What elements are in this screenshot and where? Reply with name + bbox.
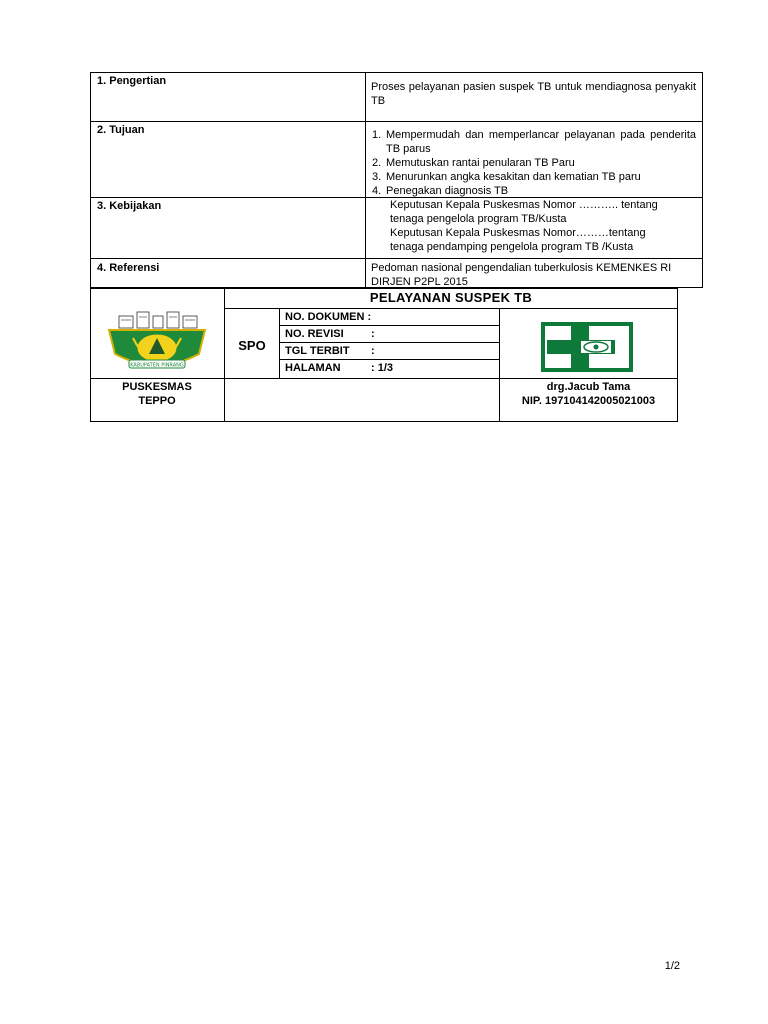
field-divider: [279, 342, 499, 343]
table-divider: [365, 72, 366, 288]
row-label-pengertian: 1. Pengertian: [97, 75, 167, 87]
kebijakan-text: [390, 198, 700, 254]
field-no-dokumen: NO. DOKUMEN :: [285, 311, 372, 323]
org-line-1: PUSKESMAS: [122, 381, 192, 393]
row-divider: [90, 258, 703, 259]
list-item: 3. Menurunkan angka kesakitan dan kematian TB paru: [372, 171, 641, 183]
field-halaman-value: : 1/3: [371, 362, 394, 374]
regency-crest-logo: [103, 310, 211, 374]
policy-line: Keputusan Kepala Puskesmas Nomor ……….. tentang: [390, 199, 658, 211]
list-item: 1. Mempermudah dan memperlancar pelayanan pada penderita TB parus: [372, 129, 696, 155]
row-label-referensi: 4. Referensi: [97, 262, 160, 274]
field-halaman: HALAMAN: [285, 362, 341, 374]
field-no-revisi-value: :: [371, 328, 375, 340]
field-divider: [279, 325, 499, 326]
policy-line: tenaga pengelola program TB/Kusta: [390, 213, 567, 225]
row-label-tujuan: 2. Tujuan: [97, 124, 145, 136]
signer-name: drg.Jacub Tama: [546, 381, 631, 393]
crest-banner-text: KABUPATEN PINRANG: [130, 362, 184, 369]
row-content-referensi: Pedoman nasional pengendalian tuberkulosis KEMENKES RI DIRJEN P2PL 2015: [371, 262, 672, 288]
document-title: PELAYANAN SUSPEK TB: [369, 290, 533, 305]
box-divider: [279, 308, 280, 379]
field-tgl-terbit: TGL TERBIT: [285, 345, 350, 357]
box-divider: [90, 378, 678, 379]
field-tgl-terbit-value: :: [371, 345, 375, 357]
list-item: 4. Penegakan diagnosis TB: [372, 185, 509, 197]
signer-nip: NIP. 197104142005021003: [521, 395, 656, 407]
row-divider: [90, 121, 703, 122]
org-line-2: TEPPO: [138, 395, 176, 407]
page-number: 1/2: [664, 960, 680, 972]
list-item: 2. Memutuskan rantai penularan TB Paru: [372, 157, 575, 169]
spo-label: SPO: [238, 338, 266, 353]
policy-line: Keputusan Kepala Puskesmas Nomor………tentang: [390, 227, 646, 239]
box-divider: [224, 308, 678, 309]
org-name: [90, 380, 224, 408]
field-no-revisi: NO. REVISI: [285, 328, 344, 340]
row-label-kebijakan: 3. Kebijakan: [97, 200, 162, 212]
policy-line: tenaga pendamping pengelola program TB /Kusta: [390, 241, 634, 253]
row-content-pengertian: Proses pelayanan pasien suspek TB untuk mendiagnosa penyakit TB: [371, 81, 696, 107]
field-divider: [279, 359, 499, 360]
tujuan-list: [368, 128, 696, 198]
signer-block: [499, 380, 678, 408]
puskesmas-health-logo: [541, 322, 633, 372]
